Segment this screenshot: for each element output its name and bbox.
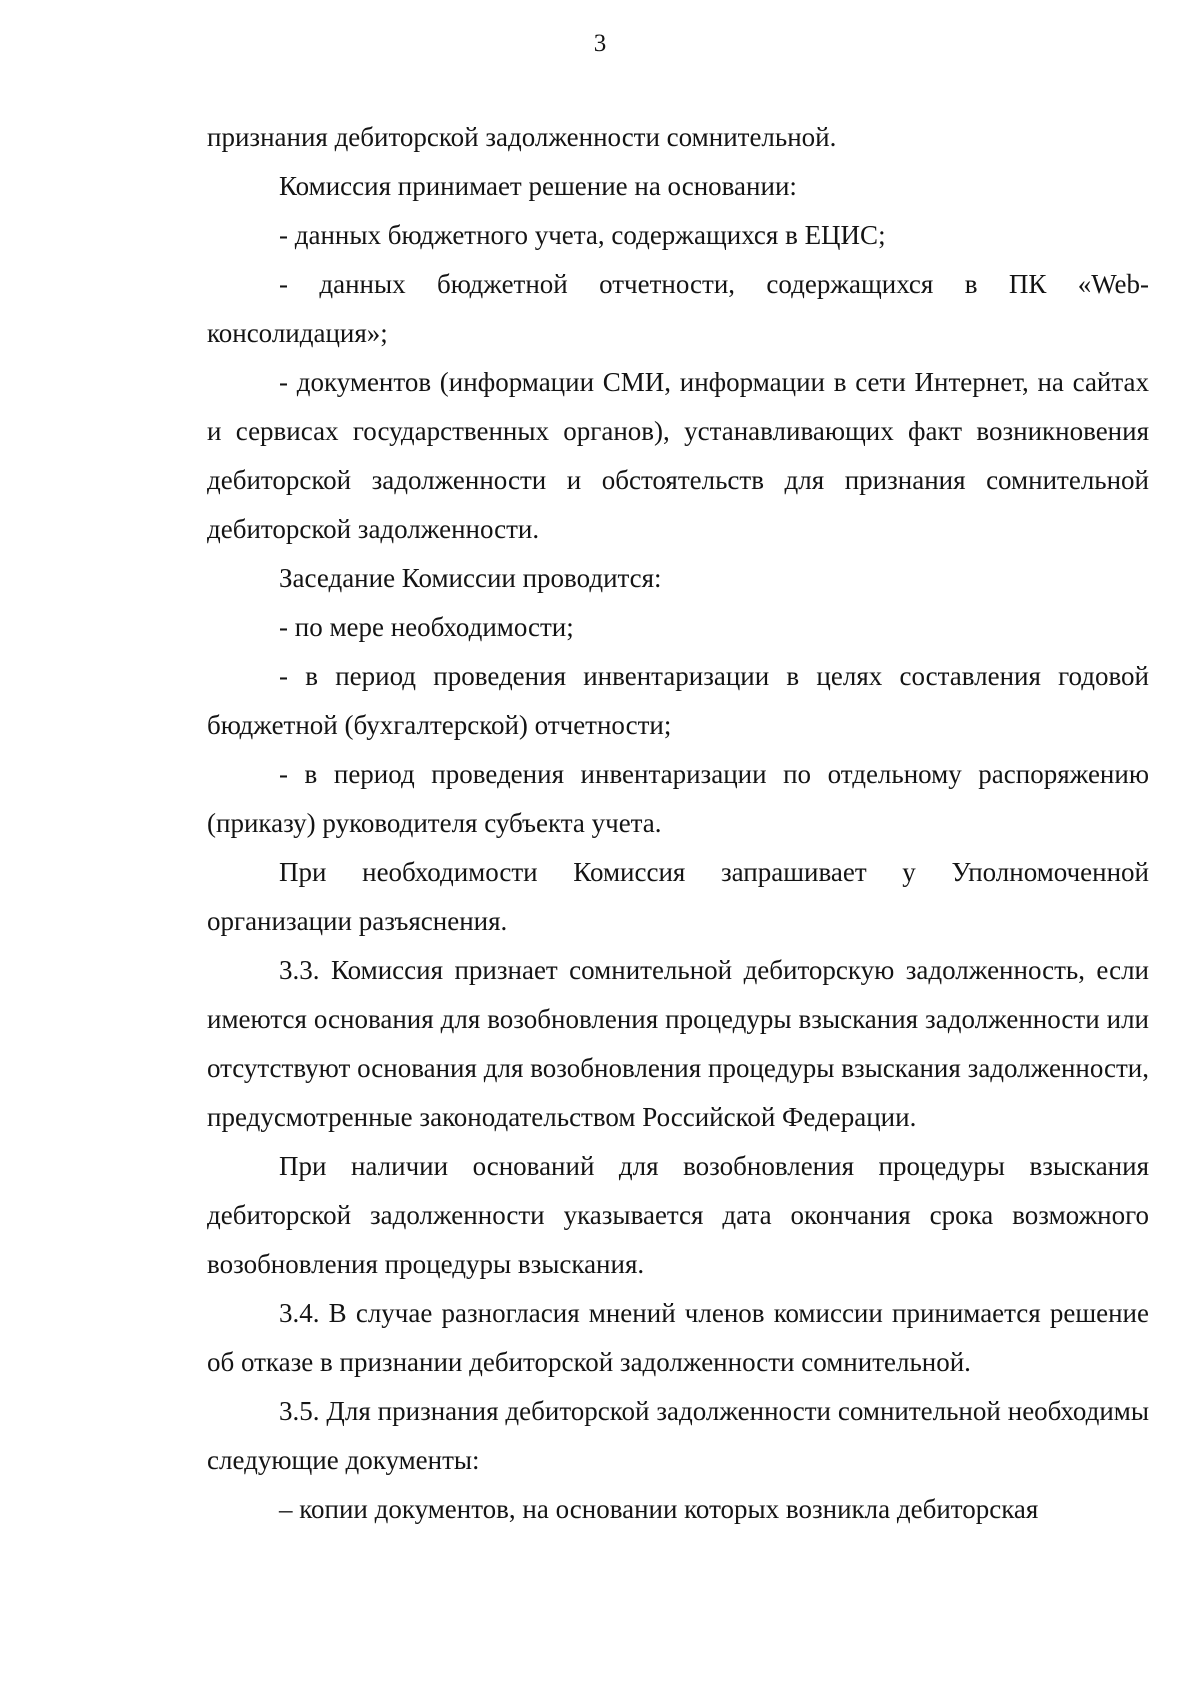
paragraph-clarifications: При необходимости Комиссия запрашивает у Уполномоченной организации разъяснения. <box>207 857 1149 936</box>
paragraph-continuation: признания дебиторской задолженности сомнительной. <box>207 122 837 152</box>
clause-3-4: 3.4. В случае разногласия мнений членов комиссии принимается решение об отказе в признании дебиторской задолженности сомнительной. <box>207 1298 1149 1377</box>
list-item-budget-accounting: - данных бюджетного учета, содержащихся в ЕЦИС; <box>279 220 886 250</box>
clause-3-5: 3.5. Для признания дебиторской задолженности сомнительной необходимы следующие документы: <box>207 1396 1149 1475</box>
list-item-documents: - документов (информации СМИ, информации в сети Интернет, на сайтах и сервисах государственных органов), устанавливающих факт возникновения дебиторской задолженности и обстоятельств для признания сомнительной дебиторской задолженности. <box>207 367 1149 544</box>
page-number: 3 <box>593 30 607 57</box>
list-item-budget-reporting: - данных бюджетной отчетности, содержащихся в ПК «Web-консолидация»; <box>207 269 1149 348</box>
list-item-annual-inventory: - в период проведения инвентаризации в целях составления годовой бюджетной (бухгалтерской) отчетности; <box>207 661 1149 740</box>
paragraph-decision-basis: Комиссия принимает решение на основании: <box>279 171 797 201</box>
clause-3-3: 3.3. Комиссия признает сомнительной дебиторскую задолженность, если имеются основания для возобновления процедуры взыскания задолженности или отсутствуют основания для возобновления процедуры взыскания задолженности, предусмотренные законодательством Российской Федерации. <box>207 955 1149 1132</box>
list-item-document-copies: – копии документов, на основании которых возникла дебиторская <box>279 1494 1039 1524</box>
paragraph-resumption-date: При наличии оснований для возобновления процедуры взыскания дебиторской задолженности указывается дата окончания срока возможного возобновления процедуры взыскания. <box>207 1151 1149 1279</box>
list-item-as-needed: - по мере необходимости; <box>279 612 574 642</box>
document-body <box>207 113 1149 1534</box>
list-item-order-inventory: - в период проведения инвентаризации по отдельному распоряжению (приказу) руководителя субъекта учета. <box>207 759 1149 838</box>
paragraph-meeting-held: Заседание Комиссии проводится: <box>279 563 662 593</box>
